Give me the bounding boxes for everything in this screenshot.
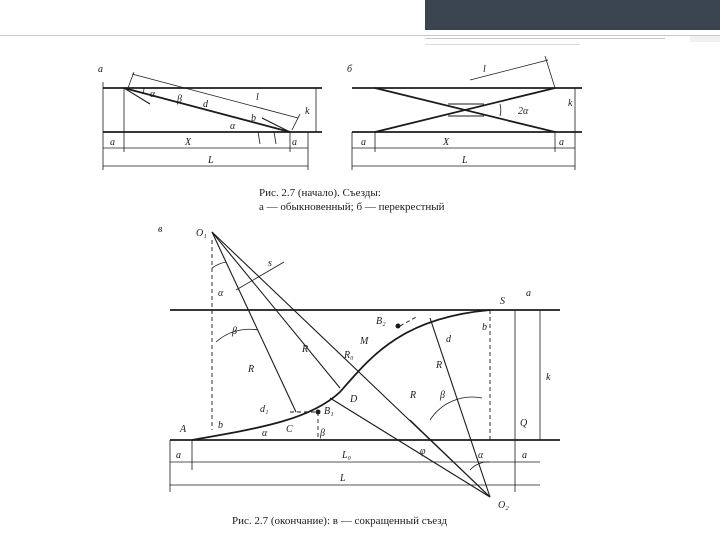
fig-c-point-Q: Q: [520, 418, 528, 429]
fig-b-angle-arc: [500, 104, 501, 116]
fig-c-label-a-left: a: [176, 450, 181, 461]
fig-c-point-B2: B₂: [376, 316, 386, 327]
fig-a-switch-line: [124, 88, 150, 104]
fig-b-label-k: k: [568, 98, 573, 109]
fig-a-tick: [258, 132, 260, 144]
fig-b-label-2alpha: 2α: [518, 106, 529, 117]
fig-c-label-b-right: b: [482, 322, 487, 333]
fig-a-label-d: d: [203, 99, 208, 110]
fig-c-point-B2: [396, 324, 401, 329]
fig-a-label-b: b: [251, 113, 256, 124]
fig-c-label-alpha-mid: α: [262, 428, 268, 439]
fig-a-label-alpha: α: [150, 89, 156, 100]
fig-c-point-M: M: [360, 336, 369, 347]
fig-c-point-S: S: [500, 296, 505, 307]
fig-b-label-a-left: a: [361, 137, 366, 148]
fig-c-label-k: k: [546, 372, 551, 383]
fig-b-label-X: X: [443, 137, 450, 148]
fig-a-crossover-line: [124, 88, 290, 132]
fig-c-label-R-3: R: [436, 360, 443, 371]
fig-b-l-ext: [545, 56, 555, 88]
fig-c-panel-letter: в: [158, 224, 163, 235]
fig-a-label-a-right: a: [292, 137, 297, 148]
fig-a-tick-2: [274, 132, 276, 144]
fig-c-label-beta-mid: β: [320, 428, 325, 439]
caption-bottom: Рис. 2.7 (окончание): в — сокращенный съезд: [232, 515, 448, 527]
fig-c-label-R-2: R: [302, 344, 309, 355]
figure-b-scissors-crossover: [347, 56, 582, 170]
fig-b-label-L: L: [462, 155, 468, 166]
fig-a-label-X: X: [185, 137, 192, 148]
figure-a-ordinary-crossover: [98, 64, 322, 170]
fig-c-label-beta-right: β: [440, 390, 445, 401]
fig-c-radius-O2-S: [430, 318, 490, 497]
fig-c-label-d: d: [446, 334, 451, 345]
fig-c-label-R-4: R: [410, 390, 417, 401]
fig-a-label-L: L: [208, 155, 214, 166]
fig-b-label-l: l: [483, 64, 486, 75]
fig-a-label-a-left: a: [110, 137, 115, 148]
caption-top-line2: а — обыкновенный; б — перекрестный: [259, 201, 445, 213]
fig-c-label-L0: L₀: [342, 450, 352, 461]
fig-c-construction-B2: [400, 316, 418, 326]
fig-c-beta-arc: [216, 329, 258, 342]
fig-c-label-R-1: R: [248, 364, 255, 375]
fig-a-label-l: l: [256, 92, 259, 103]
fig-a-label-beta: β: [177, 94, 182, 105]
fig-c-radius-O2-D: [330, 398, 490, 497]
fig-c-point-D: D: [350, 394, 358, 405]
fig-c-label-d1: d₁: [260, 404, 269, 415]
fig-a-label-k: k: [305, 106, 310, 117]
fig-b-l-dimension: [470, 60, 548, 80]
fig-c-beta-arc-right: [430, 397, 482, 420]
fig-c-alpha-arc-top: [212, 262, 226, 268]
fig-a-label-alpha-2: α: [230, 121, 236, 132]
fig-b-panel-letter: б: [347, 64, 353, 75]
fig-c-label-phi: φ: [420, 446, 426, 457]
fig-c-label-L: L: [340, 473, 346, 484]
fig-c-point-O1: O₁: [196, 228, 207, 239]
fig-c-label-alpha-top: α: [218, 288, 224, 299]
fig-c-s-dimension: [236, 262, 284, 290]
fig-c-label-b-left: b: [218, 420, 223, 431]
fig-c-point-O2: O₂: [498, 500, 509, 511]
fig-a-panel-letter: а: [98, 64, 103, 75]
fig-c-point-B1: [316, 410, 321, 415]
fig-c-point-B1: B₁: [324, 406, 334, 417]
fig-a-l-ext-1: [128, 72, 134, 88]
fig-c-label-R0: R₀: [344, 350, 354, 361]
fig-c-label-s: s: [268, 258, 272, 269]
fig-c-radius-O1-C: [212, 232, 296, 412]
figure-c-shortened-crossover: [158, 224, 560, 511]
fig-c-label-alpha-bottom: α: [478, 450, 484, 461]
fig-c-point-C: C: [286, 424, 293, 435]
fig-c-construction-B1: [290, 412, 318, 440]
fig-c-point-A: A: [180, 424, 187, 435]
fig-c-label-a-top: a: [526, 288, 531, 299]
fig-c-label-beta: β: [232, 326, 237, 337]
caption-top-line1: Рис. 2.7 (начало). Съезды:: [259, 187, 381, 199]
fig-c-label-a-right: a: [522, 450, 527, 461]
fig-b-label-a-right: a: [559, 137, 564, 148]
